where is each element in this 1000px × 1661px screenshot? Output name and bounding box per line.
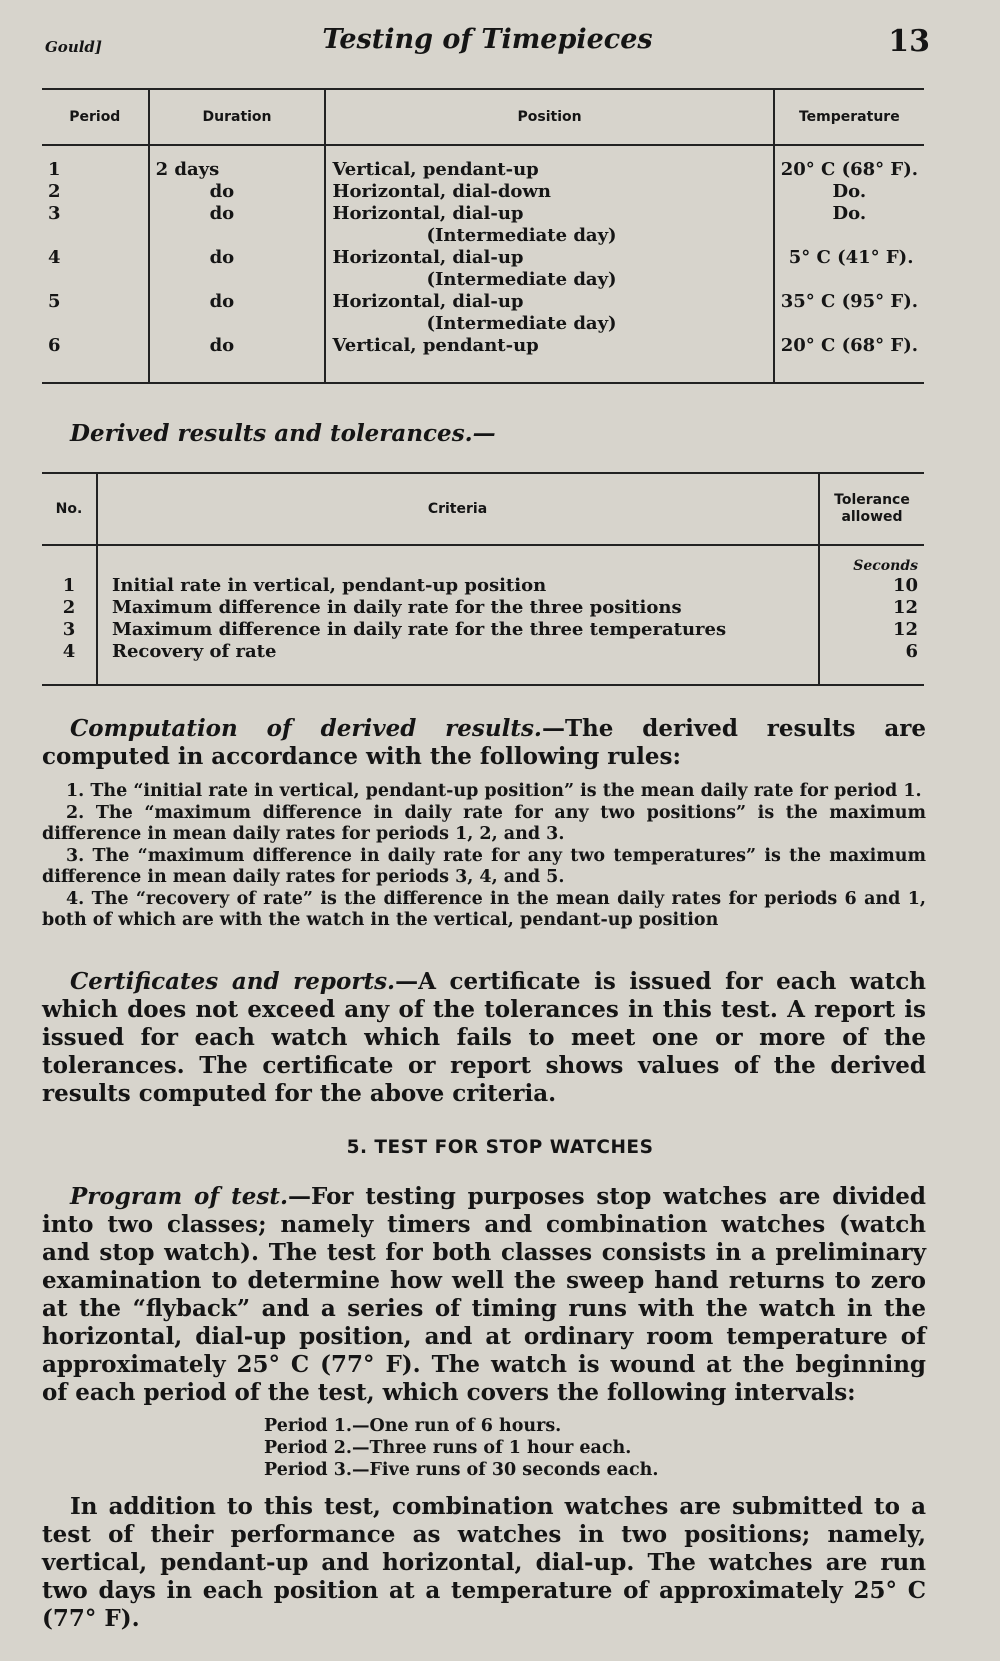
period-schedule-table <box>42 88 924 384</box>
period-item: Period 3.—Five runs of 30 seconds each. <box>264 1460 659 1480</box>
table-row: 2 Maximum difference in daily rate for the three positions 12 <box>42 596 924 618</box>
tolerances-table <box>42 472 924 686</box>
program-paragraph <box>42 1183 926 1407</box>
rules-list <box>42 781 926 932</box>
col-header-duration: Duration <box>149 89 326 145</box>
derived-results-subheading: Derived results and tolerances.— <box>70 420 496 447</box>
table-row: 4 do Horizontal, dial-up 5° C (41° F). <box>42 246 924 268</box>
certificates-lead: Certificates and reports. <box>70 968 396 995</box>
running-head-author: Gould] <box>45 38 103 56</box>
certificates-paragraph <box>42 968 926 1108</box>
certificates-text: —A certificate is issued for each watch which does not exceed any of the tolerances in this test. A report is issued for each watch which fails to meet one or more of the tolerances. The certificate or report shows values of the derived results computed for the above criteria. <box>42 968 926 1107</box>
rule-item: 2. The “maximum difference in daily rate for any two positions” is the maximum difference in mean daily rates for periods 1, 2, and 3. <box>42 802 926 844</box>
col-header-position: Position <box>325 89 773 145</box>
table-row: 4 Recovery of rate 6 <box>42 640 924 662</box>
rule-item: 3. The “maximum difference in daily rate for any two temperatures” is the maximum difference in mean daily rates for periods 3, 4, and 5. <box>42 845 926 887</box>
table-row: 6 do Vertical, pendant-up 20° C (68° F). <box>42 334 924 356</box>
periods-list <box>264 1415 658 1481</box>
rule-item: 1. The “initial rate in vertical, pendant-up position” is the mean daily rate for period 1. <box>66 781 922 801</box>
section-heading: 5. TEST FOR STOP WATCHES <box>346 1137 654 1158</box>
table-row: 3 Maximum difference in daily rate for the three temperatures 12 <box>42 618 924 640</box>
col-header-criteria: Criteria <box>97 473 819 545</box>
final-paragraph: In addition to this test, combination watches are submitted to a test of their performance as watches in two positions; namely, vertical, pendant-up and horizontal, dial-up. The watches are run two days in each position at a temperature of approximately 25° C (77° F). <box>42 1493 926 1632</box>
running-header <box>45 22 930 62</box>
table-row: 2 do Horizontal, dial-down Do. <box>42 180 924 202</box>
col-header-temperature: Temperature <box>774 89 924 145</box>
computation-paragraph <box>42 715 926 771</box>
col-header-tolerance: Tolerance allowed <box>819 473 924 545</box>
page-number: 13 <box>888 24 930 59</box>
table-row: 1 2 days Vertical, pendant-up 20° C (68° F). <box>42 158 924 180</box>
table-row: 5 do Horizontal, dial-up 35° C (95° F). <box>42 290 924 312</box>
col-header-period: Period <box>42 89 149 145</box>
computation-text: —The derived results are computed in accordance with the following rules: <box>42 715 927 770</box>
table-row: 1 Initial rate in vertical, pendant-up position 10 <box>42 574 924 596</box>
period-item: Period 2.—Three runs of 1 hour each. <box>264 1438 632 1458</box>
period-item: Period 1.—One run of 6 hours. <box>264 1416 562 1436</box>
table-row: (Intermediate day) <box>42 224 924 246</box>
rule-item: 4. The “recovery of rate” is the difference in the mean daily rates for periods 6 and 1, both of which are with the watch in the vertical, pendant-up position <box>42 888 926 930</box>
table-row: (Intermediate day) <box>42 268 924 290</box>
program-text: —For testing purposes stop watches are divided into two classes; namely timers and combination watches (watch and stop watch). The test for both classes consists in a preliminary examination to determine how well the sweep hand returns to zero at the “flyback” and a series of timing runs with the watch in the horizontal, dial-up position, and at ordinary room temperature of approximately 25° C (77° F). The watch is wound at the beginning of each period of the test, which covers the following intervals: <box>42 1183 927 1406</box>
units-label: Seconds <box>853 558 918 574</box>
table-row: (Intermediate day) <box>42 312 924 334</box>
table-row: 3 do Horizontal, dial-up Do. <box>42 202 924 224</box>
col-header-no: No. <box>42 473 97 545</box>
computation-lead: Computation of derived results. <box>70 715 542 742</box>
program-lead: Program of test. <box>70 1183 289 1210</box>
running-head-title: Testing of Timepieces <box>322 24 653 55</box>
